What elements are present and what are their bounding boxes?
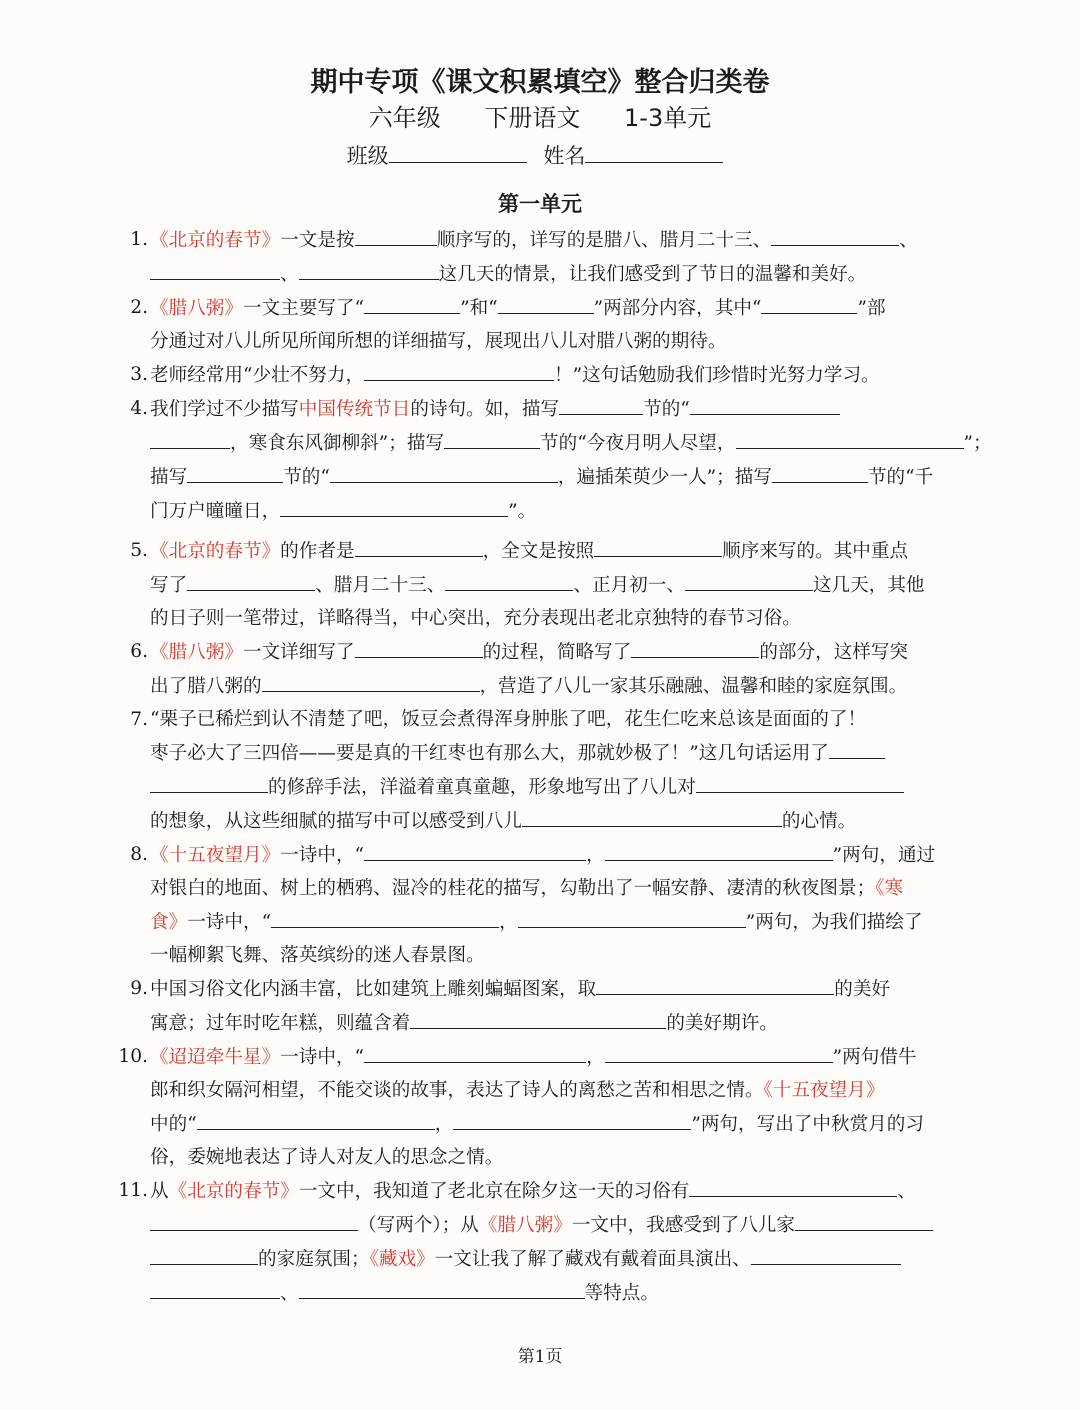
text-title: 《十五夜望月》 [150,845,281,866]
question-4 [110,392,992,528]
text-title: 《寒 [875,878,904,899]
question-number: 9. [130,978,148,999]
answer-blank[interactable] [330,460,558,483]
answer-blank[interactable] [751,1242,901,1265]
text: ，遍插茱萸少一人”；描写 [557,467,772,488]
question-number: 1. [130,229,148,250]
answer-blank[interactable] [829,736,885,759]
answer-blank[interactable] [631,635,759,658]
text: 、 [897,1181,916,1202]
text: ”两句，通过 [832,845,936,866]
answer-blank[interactable] [685,568,813,591]
answer-blank[interactable] [761,291,857,314]
answer-blank[interactable] [594,534,722,557]
answer-blank[interactable] [696,770,904,793]
name-blank[interactable] [585,140,723,163]
answer-blank[interactable] [150,1242,258,1265]
answer-blank[interactable] [150,770,268,793]
answer-blank[interactable] [559,392,643,415]
text: ”两句，为我们描绘了 [745,912,923,933]
text: 、 [280,264,299,285]
answer-blank[interactable] [736,426,964,449]
question-9 [110,972,980,1040]
text: 枣子必大了三四倍——要是真的干红枣也有那么大，那就妙极了！”这几句话运用了 [150,743,829,764]
answer-blank[interactable] [355,635,483,658]
answer-blank[interactable] [150,1276,280,1299]
answer-blank[interactable] [498,291,594,314]
answer-blank[interactable] [364,291,460,314]
text-title: 《北京的春节》 [150,541,281,562]
answer-blank[interactable] [187,568,315,591]
question-number: 4. [130,398,148,419]
answer-blank[interactable] [150,426,230,449]
text: 俗，委婉地表达了诗人对友人的思念之情。 [150,1147,504,1168]
text: ”两部分内容，其中“ [593,298,762,319]
text: 节的“今夜月明人尽望， [540,433,736,454]
text: 的美好 [834,979,891,1000]
text: 描写 [150,467,188,488]
answer-blank[interactable] [197,1107,435,1130]
book-label: 下册语文 [484,104,581,132]
text: 一诗中，“ [187,912,272,933]
text: 一诗中，“ [280,845,365,866]
answer-blank[interactable] [364,838,586,861]
question-11 [110,1174,980,1310]
text: 写了 [150,575,188,596]
text: 、正月初一、 [573,575,685,596]
text-title: 《北京的春节》 [168,1181,299,1202]
text: 等特点。 [584,1283,659,1304]
answer-blank[interactable] [355,223,437,246]
text: ！”这句话勉励我们珍惜时光努力学习。 [554,365,880,386]
text: 的修辞手法，洋溢着童真童趣，形象地写出了八儿对 [268,777,696,798]
answer-blank[interactable] [271,905,499,928]
text: 一幅柳絮飞舞、落英缤纷的迷人春景图。 [150,945,485,966]
text: 这几天，其他 [812,575,925,596]
answer-blank[interactable] [410,1006,666,1029]
text-title: 食》 [150,912,188,933]
answer-blank[interactable] [355,534,483,557]
answer-blank[interactable] [605,1040,833,1063]
text: 一文主要写了“ [242,298,365,319]
text: 一文中，我感受到了八儿家 [571,1215,795,1236]
text: ，寒食东风御柳斜”；描写 [230,433,445,454]
text: ”两句，写出了中秋赏月的习 [691,1114,924,1135]
text: 、 [280,1283,299,1304]
text: 分通过对八儿所见所闻所想的详细描写，展现出八儿对腊八粥的期待。 [150,331,727,352]
question-number: 6. [130,641,148,662]
class-label: 班级 [346,144,389,168]
text: 的诗句。如，描写 [410,399,560,420]
text: 节的“千 [867,467,934,488]
answer-blank[interactable] [444,426,540,449]
answer-blank[interactable] [605,838,833,861]
text: 、腊月二十三、 [315,575,446,596]
text: 节的“ [643,399,690,420]
text: ”。 [508,501,537,522]
answer-blank[interactable] [453,1107,691,1130]
text-title: 《腊八粥》 [478,1215,572,1236]
text: ， [586,845,605,866]
text: 郎和织女隔河相望，不能交谈的故事，表达了诗人的离愁之苦和相思之情。 [150,1080,764,1101]
text: 的作者是 [280,541,355,562]
text: ， [434,1114,454,1135]
answer-blank[interactable] [771,223,899,246]
question-1 [110,223,980,291]
text: 寓意；过年时吃年糕，则蕴含着 [150,1013,411,1034]
text: 中的“ [150,1114,197,1135]
question-10 [110,1040,980,1174]
answer-blank[interactable] [262,669,480,692]
text-title: 《腊八粥》 [150,642,243,663]
answer-blank[interactable] [364,1040,586,1063]
answer-blank[interactable] [522,804,782,827]
text: 的想象，从这些细腻的描写中可以感受到八儿 [150,811,522,832]
question-number: 11. [118,1180,148,1201]
text: 顺序写的，详写的是腊八、腊月二十三、 [436,230,772,251]
answer-blank[interactable] [518,905,746,928]
question-5 [110,534,980,635]
text: 的日子则一笔带过，详略得当，中心突出，充分表现出老北京独特的春节习俗。 [150,608,801,629]
text-title: 《北京的春节》 [150,230,281,251]
answer-blank[interactable] [795,1208,933,1231]
text: 的美好期许。 [666,1013,778,1034]
question-number: 7. [130,709,148,730]
answer-blank[interactable] [150,257,280,280]
answer-blank[interactable] [150,1208,358,1231]
text-title: 《腊八粥》 [150,298,243,319]
text: 一文中，我知道了老北京在除夕这一天的习俗有 [298,1181,690,1202]
question-2 [110,291,980,358]
text: 从 [150,1181,169,1202]
text: ”和“ [460,298,498,319]
answer-blank[interactable] [280,494,508,517]
worksheet-subtitle [0,98,1080,133]
text: 老师经常用“少壮不努力， [150,365,365,386]
question-list [110,223,992,1310]
text: 中国习俗文化内涵丰富，比如建筑上雕刻蝙蝠图案，取 [150,979,597,1000]
text: 的家庭氛围； [258,1249,370,1270]
answer-blank[interactable] [299,1276,585,1299]
question-7 [110,703,980,838]
answer-blank[interactable] [187,460,283,483]
question-number: 8. [130,844,148,865]
question-3 [110,358,980,392]
answer-blank[interactable] [690,392,840,415]
answer-blank[interactable] [772,460,868,483]
text: 出了腊八粥的 [150,676,262,697]
text: 的心情。 [781,811,857,832]
text: 对银白的地面、树上的栖鸦、湿冷的桂花的描写，勾勒出了一幅安静、凄清的秋夜图景； [150,878,876,899]
answer-blank[interactable] [445,568,573,591]
text-title: 《迢迢牵牛星》 [150,1047,281,1068]
question-6 [110,635,980,703]
text: ”； [963,433,992,454]
text: 一诗中，“ [280,1047,365,1068]
class-blank[interactable] [389,140,527,163]
question-number: 5. [130,540,148,561]
text: 的部分，这样写突 [759,642,909,663]
text: ， [586,1047,605,1068]
text-title: 《十五夜望月》 [763,1080,885,1101]
answer-blank[interactable] [596,972,834,995]
text: 一文是按 [280,230,355,251]
answer-blank[interactable] [299,257,439,280]
text: ”部 [857,298,886,319]
text: ，全文是按照 [482,541,595,562]
question-number: 3. [130,364,148,385]
name-label: 姓名 [543,144,586,168]
text: （写两个）；从 [358,1215,479,1236]
text: 这几天的情景，让我们感受到了节日的温馨和美好。 [438,264,867,285]
text: 的过程，简略写了 [482,642,632,663]
text: 顺序来写的。其中重点 [722,541,909,562]
section-title: 第一单元 [498,191,582,216]
text: 一文让我了解了藏戏有戴着面具演出、 [434,1249,751,1270]
page-number: 第1页 [517,1347,563,1367]
text: 门万户曈曈日， [150,501,281,522]
worksheet-title: 期中专项《课文积累填空》整合归类卷 [310,67,770,98]
text: 一文详细写了 [242,642,355,663]
question-number: 2. [130,297,148,318]
question-number: 10. [118,1046,148,1067]
text: 节的“ [283,467,330,488]
units-label: 1-3单元 [624,104,712,132]
answer-blank[interactable] [689,1174,897,1197]
text: 我们学过不少描写 [150,399,299,420]
text: “栗子已稀烂到认不清楚了吧，饭豆会煮得浑身肿胀了吧，花生仁吃来总该是面面的了！ [150,709,867,730]
text: ， [499,912,518,933]
text-title: 《藏戏》 [369,1249,435,1270]
answer-blank[interactable] [364,358,554,381]
text: 、 [899,230,918,251]
grade-label: 六年级 [368,104,441,132]
text: ”两句借牛 [832,1047,917,1068]
student-info-line [0,140,1080,170]
text: ，营造了八儿一家其乐融融、温馨和睦的家庭氛围。 [479,676,908,697]
text-highlight: 中国传统节日 [298,399,411,420]
question-8 [110,838,980,972]
